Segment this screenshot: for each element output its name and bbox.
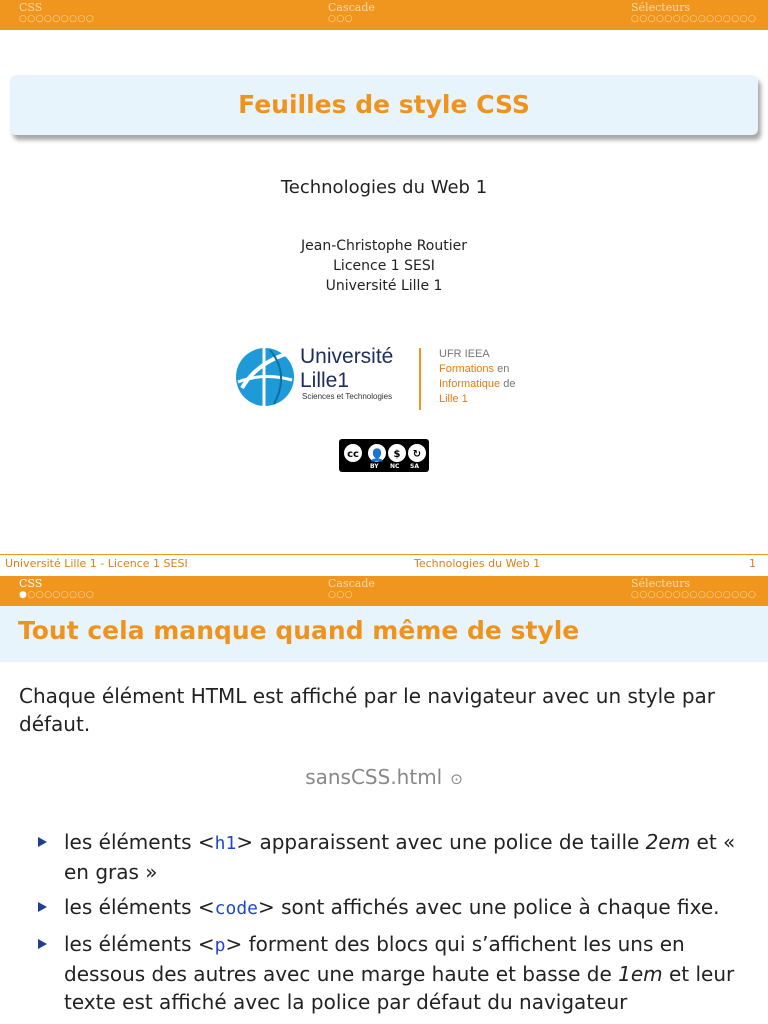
bullet-triangle-icon bbox=[38, 837, 47, 847]
list-item bbox=[38, 930, 738, 1016]
nav-section-label: CSS bbox=[19, 577, 43, 590]
example-link[interactable]: sansCSS.html bbox=[305, 765, 443, 789]
list-item bbox=[38, 893, 738, 923]
footline-left: Université Lille 1 - Licence 1 SESI bbox=[5, 557, 188, 570]
nav-section-label: Sélecteurs bbox=[631, 1, 691, 14]
cc-label-by: BY bbox=[370, 463, 379, 470]
bullet-text: les éléments < bbox=[64, 932, 215, 956]
navigation-bar bbox=[0, 576, 768, 606]
presentation-subtitle: Technologies du Web 1 bbox=[280, 177, 488, 198]
sharealike-icon: ↻ bbox=[406, 442, 428, 464]
logo-ufr: UFR IEEA bbox=[439, 348, 490, 360]
logo-de: de bbox=[503, 378, 516, 390]
code-tag: code bbox=[214, 898, 259, 919]
logo-wordmark bbox=[300, 345, 393, 393]
bullet-text: les éléments < bbox=[64, 895, 215, 919]
attribution-icon: 👤 bbox=[366, 442, 388, 464]
bullet-emphasis: 2em bbox=[645, 830, 691, 854]
nav-section-label: Sélecteurs bbox=[631, 577, 691, 590]
current-slide-dot[interactable]: ● bbox=[19, 590, 28, 600]
logo-lille: Lille 1 bbox=[439, 393, 468, 405]
bullet-triangle-icon bbox=[38, 939, 47, 949]
nav-progress-dots: ○○○○○○○○○○○○○○○ bbox=[631, 590, 757, 600]
program-name: Licence 1 SESI bbox=[333, 258, 435, 274]
list-item bbox=[38, 828, 738, 886]
cc-label-nc: NC bbox=[390, 463, 400, 470]
navigation-bar bbox=[0, 0, 768, 30]
footline-center: Technologies du Web 1 bbox=[414, 557, 541, 570]
example-link-row bbox=[0, 765, 768, 789]
author-block bbox=[0, 236, 768, 296]
logo-word-universite: Université bbox=[300, 345, 394, 368]
bullet-text: > forment des blocs qui s’affichent les uns en dessous des autres avec une marge haute et basse de bbox=[64, 932, 685, 986]
globe-icon bbox=[234, 344, 296, 408]
footline bbox=[0, 554, 768, 572]
logo-en: en bbox=[497, 363, 510, 375]
creative-commons-badge bbox=[339, 439, 429, 472]
university-logo bbox=[232, 340, 534, 416]
code-tag: h1 bbox=[214, 833, 237, 854]
bullet-list bbox=[38, 828, 738, 1023]
nav-section-css[interactable] bbox=[19, 577, 94, 600]
bullet-text: > apparaissent avec une police de taille bbox=[236, 830, 646, 854]
page-number: 1 bbox=[749, 557, 756, 570]
nav-section-label: Cascade bbox=[328, 577, 375, 590]
bullet-text: > sont affichés avec une police à chaque fixe. bbox=[258, 895, 720, 919]
noncommercial-icon: $ bbox=[386, 442, 408, 464]
frame-title: Tout cela manque quand même de style bbox=[18, 616, 580, 645]
title-box bbox=[10, 75, 758, 135]
logo-ufr-block bbox=[439, 347, 515, 407]
nav-section-cascade[interactable] bbox=[328, 1, 375, 24]
intro-paragraph: Chaque élément HTML est affiché par le navigateur avec un style par défaut. bbox=[19, 684, 715, 736]
nav-section-selecteurs[interactable] bbox=[631, 577, 756, 600]
nav-section-selecteurs[interactable] bbox=[631, 1, 756, 24]
nav-section-cascade[interactable] bbox=[328, 577, 375, 600]
university-name: Université Lille 1 bbox=[325, 278, 443, 294]
cc-icon: cc bbox=[342, 442, 364, 464]
logo-formations: Formations bbox=[439, 363, 495, 375]
bullet-text: et leur texte est affiché avec la police par défaut du navigateur bbox=[64, 962, 735, 1014]
nav-progress-dots bbox=[19, 590, 94, 600]
nav-section-label: CSS bbox=[19, 1, 43, 14]
presentation-title: Feuilles de style CSS bbox=[238, 90, 530, 119]
nav-progress-dots: ○○○○○○○○○○○○○○○ bbox=[631, 14, 757, 24]
logo-word-lille: Lille1 bbox=[300, 369, 350, 392]
code-tag: p bbox=[214, 935, 226, 956]
bullet-text: les éléments < bbox=[64, 830, 215, 854]
logo-divider bbox=[419, 348, 421, 410]
bullet-text: et « en gras » bbox=[64, 830, 736, 884]
bullet-emphasis: 1em bbox=[618, 962, 663, 986]
nav-progress-dots: ○○○○○○○○○ bbox=[19, 14, 95, 24]
cc-label-sa: SA bbox=[410, 463, 419, 470]
nav-progress-dots: ○○○ bbox=[328, 14, 354, 24]
author-name: Jean-Christophe Routier bbox=[301, 238, 467, 254]
nav-section-css[interactable] bbox=[19, 1, 94, 24]
logo-tagline: Sciences et Technologies bbox=[302, 392, 393, 401]
logo-informatique: Informatique bbox=[439, 378, 501, 390]
nav-section-label: Cascade bbox=[328, 1, 375, 14]
external-link-icon[interactable]: ⊙ bbox=[450, 770, 463, 788]
other-slide-dots[interactable]: ○○○○○○○○ bbox=[27, 590, 95, 600]
frame-title-bar bbox=[0, 606, 768, 662]
nav-progress-dots: ○○○ bbox=[328, 590, 354, 600]
bullet-triangle-icon bbox=[38, 902, 47, 912]
